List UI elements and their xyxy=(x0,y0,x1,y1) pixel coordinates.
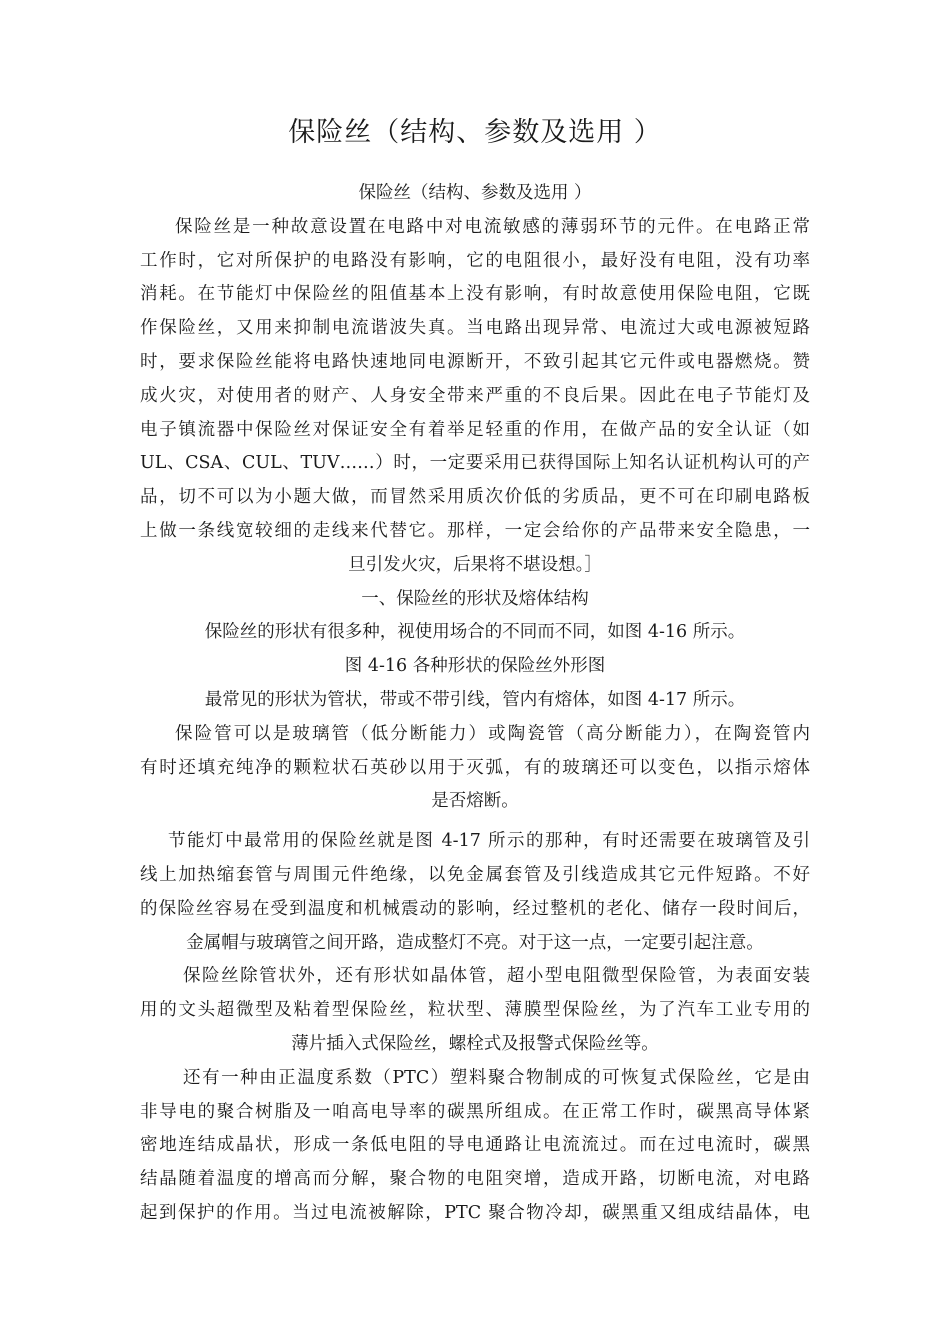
paragraph-line: 保险管可以是玻璃管（低分断能力）或陶瓷管（高分断能力），在陶瓷管内 xyxy=(175,723,810,744)
paragraph-line: 密地连结成晶状，形成一条低电阻的导电通路让电流流过。而在过电流时，碳黑 xyxy=(140,1135,810,1156)
paragraph-line: 保险丝除管状外，还有形状如晶体管，超小型电阻微型保险管，为表面安装 xyxy=(183,966,810,987)
fuse-types-paragraph xyxy=(140,960,810,1061)
paragraph-line: 旦引发火灾，后果将不堪设想。］ xyxy=(348,554,602,575)
tube-paragraph xyxy=(140,718,810,819)
energy-lamp-paragraph xyxy=(140,825,810,960)
paragraph-line: 电子镇流器中保险丝对保证安全有着举足轻重的作用，在做产品的安全认证（如 xyxy=(140,419,810,440)
paragraph-line: 消耗。在节能灯中保险丝的阻值基本上没有影响，有时故意使用保险电阻，它既 xyxy=(140,284,810,305)
paragraph-line: 结晶随着温度的增高而分解，聚合物的电阻突增，造成开路，切断电流，对电路 xyxy=(140,1169,810,1190)
paragraph-line: 薄片插入式保险丝，螺栓式及报警式保险丝等。 xyxy=(291,1033,659,1054)
paragraph-line: 节能灯中最常用的保险丝就是图 4-17 所示的那种，有时还需要在玻璃管及引 xyxy=(168,831,810,852)
paragraph-line: 还有一种由正温度系数（PTC）塑料聚合物制成的可恢复式保险丝，它是由 xyxy=(183,1067,810,1088)
figure-caption: 图 4-16 各种形状的保险丝外形图 xyxy=(344,656,606,677)
paragraph-line: 时，要求保险丝能将电路快速地同电源断开，不致引起其它元件或电器燃烧。赞 xyxy=(140,351,810,372)
paragraph-line: 线上加热缩套管与周围元件绝缘，以免金属套管及引线造成其它元件短路。不好 xyxy=(140,864,810,885)
document-title: 保险丝（结构、参数及选用 ） xyxy=(288,117,662,148)
paragraph-line: 工作时，它对所保护的电路没有影响，它的电阻很小，最好没有电阻，没有功率 xyxy=(140,250,810,271)
paragraph-line: 用的文头超微型及粘着型保险丝，粒状型、薄膜型保险丝，为了汽车工业专用的 xyxy=(140,1000,810,1021)
intro-paragraph xyxy=(140,211,810,583)
tube-sentence: 最常见的形状为管状，带或不带引线，管内有熔体，如图 4-17 所示。 xyxy=(204,689,746,710)
paragraph-line: 起到保护的作用。当过电流被解除，PTC 聚合物冷却，碳黑重又组成结晶体，电 xyxy=(140,1202,810,1223)
document-page xyxy=(140,100,810,1231)
paragraph-line: UL、CSA、CUL、TUV……）时，一定要采用已获得国际上知名认证机构认可的产 xyxy=(140,453,810,474)
paragraph-line: 非导电的聚合树脂及一咱高电导率的碳黑所组成。在正常工作时，碳黑高导体紧 xyxy=(140,1101,810,1122)
paragraph-line: 金属帽与玻璃管之间开路，造成整灯不亮。对于这一点，一定要引起注意。 xyxy=(186,932,764,953)
ptc-paragraph xyxy=(140,1062,810,1231)
paragraph-line: 品，切不可以为小题大做，而冒然采用质次价低的劣质品，更不可在印刷电路板 xyxy=(140,487,810,508)
paragraph-line: 的保险丝容易在受到温度和机械震动的影响，经过整机的老化、储存一段时间后， xyxy=(140,898,810,919)
paragraph-line: 有时还填充纯净的颗粒状石英砂以用于灭弧，有的玻璃还可以变色，以指示熔体 xyxy=(140,757,810,778)
section-heading: 一、保险丝的形状及熔体结构 xyxy=(361,588,589,609)
paragraph-line: 成火灾，对使用者的财产、人身安全带来严重的不良后果。因此在电子节能灯及 xyxy=(140,385,810,406)
paragraph-line: 上做一条线宽较细的走线来代替它。那样，一定会给你的产品带来安全隐患，一 xyxy=(140,520,810,541)
paragraph-line: 是否熔断。 xyxy=(431,791,519,812)
paragraph-line: 作保险丝，又用来抑制电流谐波失真。当电路出现异常、电流过大或电源被短路 xyxy=(140,318,810,339)
paragraph-line: 保险丝是一种故意设置在电路中对电流敏感的薄弱环节的元件。在电路正常 xyxy=(175,216,810,237)
shape-sentence: 保险丝的形状有很多种，视使用场合的不同而不同，如图 4-16 所示。 xyxy=(204,622,746,643)
document-subtitle: 保险丝（结构、参数及选用 ） xyxy=(358,183,592,203)
